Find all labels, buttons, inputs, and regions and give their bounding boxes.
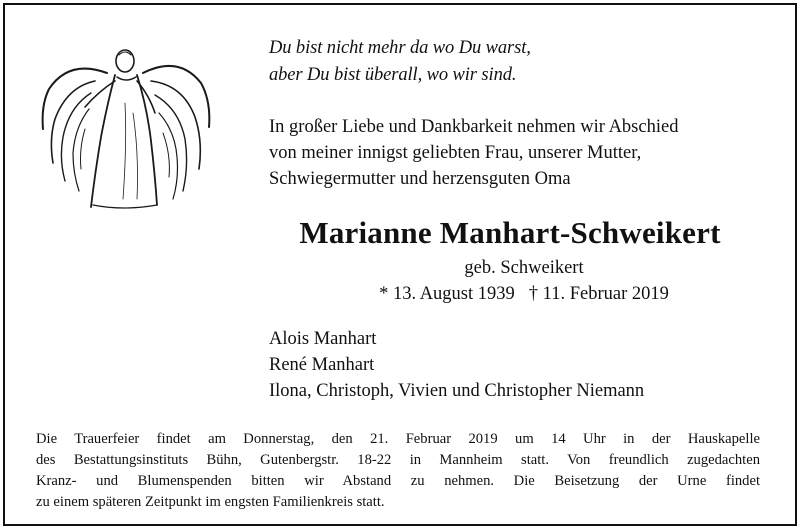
intro-line: In großer Liebe und Dankbarkeit nehmen wir Abschied bbox=[269, 117, 679, 137]
obituary-notice bbox=[3, 3, 797, 526]
mourner-name: René Manhart bbox=[269, 355, 375, 375]
details-line: Kranz- und Blumenspenden bitten wir Abstand zu nehmen. Die Beisetzung der Urne findet bbox=[36, 473, 760, 489]
details-line: zu einem späteren Zeitpunkt im engsten Familienkreis statt. bbox=[36, 494, 385, 510]
mourner-name: Alois Manhart bbox=[269, 329, 377, 349]
death-date: † 11. Februar 2019 bbox=[528, 284, 669, 304]
intro-line: Schwiegermutter und herzensguten Oma bbox=[269, 169, 571, 189]
epitaph-quote bbox=[269, 35, 531, 89]
intro-line: von meiner innigst geliebten Frau, unserer Mutter, bbox=[269, 143, 642, 163]
quote-line: aber Du bist überall, wo wir sind. bbox=[269, 65, 517, 85]
mourner-name: Ilona, Christoph, Vivien und Christopher Niemann bbox=[269, 381, 645, 401]
angel-icon bbox=[33, 33, 213, 223]
intro-text bbox=[269, 114, 678, 192]
deceased-name: Marianne Manhart-Schweikert bbox=[299, 215, 721, 250]
life-dates bbox=[5, 284, 800, 305]
details-line: des Bestattungsinstituts Bühn, Gutenbergstr. 18-22 in Mannheim statt. Von freundlich zugedachten bbox=[36, 452, 760, 468]
quote-line: Du bist nicht mehr da wo Du warst, bbox=[269, 38, 531, 58]
funeral-details bbox=[36, 429, 760, 513]
mourners-list bbox=[269, 326, 644, 404]
details-line: Die Trauerfeier findet am Donnerstag, den 21. Februar 2019 um 14 Uhr in der Hauskapelle bbox=[36, 431, 760, 447]
birth-date: * 13. August 1939 bbox=[379, 284, 515, 304]
birth-name: geb. Schweikert bbox=[464, 258, 584, 278]
